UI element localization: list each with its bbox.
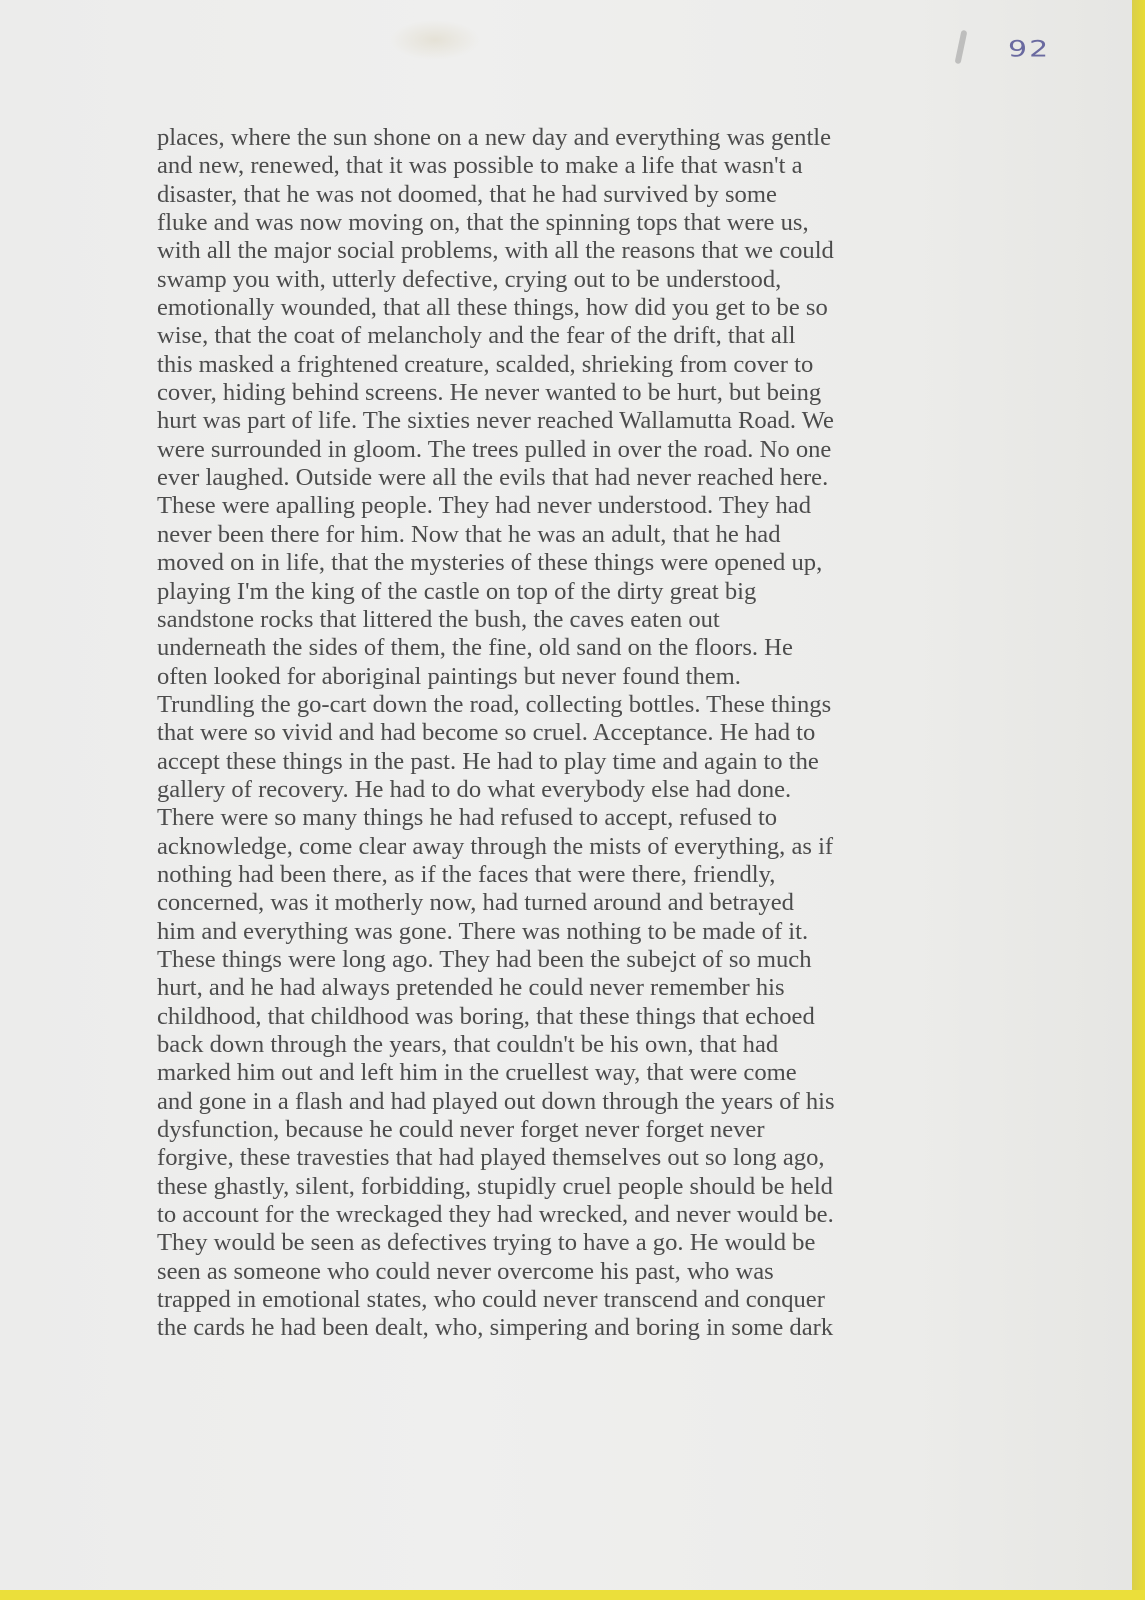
text-line: concerned, was it motherly now, had turned around and betrayed <box>157 889 794 917</box>
text-line: hurt was part of life. The sixties never reached Wallamutta Road. We <box>157 407 834 435</box>
text-line: dysfunction, because he could never forget never forget never <box>157 1116 765 1144</box>
text-line: swamp you with, utterly defective, crying out to be understood, <box>157 265 782 293</box>
text-line: and gone in a flash and had played out down through the years of his <box>157 1087 835 1115</box>
text-line: hurt, and he had always pretended he could never remember his <box>157 974 785 1002</box>
text-line: him and everything was gone. There was nothing to be made of it. <box>157 917 809 945</box>
text-line: that were so vivid and had become so cruel. Acceptance. He had to <box>157 719 816 747</box>
text-line: trapped in emotional states, who could never transcend and conquer <box>157 1286 825 1314</box>
text-line: disaster, that he was not doomed, that he had survived by some <box>157 180 777 208</box>
text-line: sandstone rocks that littered the bush, the caves eaten out <box>157 605 720 633</box>
text-line: moved on in life, that the mysteries of these things were opened up, <box>157 549 823 577</box>
text-line: Trundling the go-cart down the road, collecting bottles. These things <box>157 690 832 718</box>
text-line: back down through the years, that couldn't be his own, that had <box>157 1031 779 1058</box>
text-line: seen as someone who could never overcome his past, who was <box>157 1257 774 1285</box>
pencil-mark <box>955 30 968 65</box>
text-line: were surrounded in gloom. The trees pulled in over the road. No one <box>157 435 832 463</box>
text-line: cover, hiding behind screens. He never wanted to be hurt, but being <box>157 379 822 407</box>
text-line: These things were long ago. They had been the subejct of so much <box>157 945 812 973</box>
paper-smudge <box>390 20 480 60</box>
text-line: and new, renewed, that it was possible to make a life that wasn't a <box>157 152 803 180</box>
paper-edge-right <box>1132 0 1145 1600</box>
text-line: wise, that the coat of melancholy and the fear of the drift, that all <box>157 322 796 350</box>
text-line: forgive, these travesties that had played themselves out so long ago, <box>157 1144 825 1172</box>
body-text <box>157 124 987 1343</box>
text-line: ever laughed. Outside were all the evils that had never reached here. <box>157 464 829 492</box>
text-line: nothing had been there, as if the faces that were there, friendly, <box>157 860 776 888</box>
text-line: places, where the sun shone on a new day and everything was gentle <box>157 124 832 151</box>
text-line: to account for the wreckaged they had wrecked, and never would be. <box>157 1201 834 1229</box>
handwritten-page-number: 92 <box>1008 36 1051 63</box>
paper-edge-bottom <box>0 1590 1145 1600</box>
text-line: There were so many things he had refused to accept, refused to <box>157 804 778 832</box>
text-line: marked him out and left him in the cruellest way, that were come <box>157 1059 797 1087</box>
text-line: the cards he had been dealt, who, simpering and boring in some dark <box>157 1314 834 1342</box>
text-line: underneath the sides of them, the fine, old sand on the floors. He <box>157 634 793 662</box>
text-line: never been there for him. Now that he was an adult, that he had <box>157 520 781 548</box>
text-line: These were apalling people. They had never understood. They had <box>157 492 812 520</box>
text-line: this masked a frightened creature, scalded, shrieking from cover to <box>157 350 814 378</box>
text-line: childhood, that childhood was boring, that these things that echoed <box>157 1002 815 1030</box>
text-line: They would be seen as defectives trying to have a go. He would be <box>157 1229 816 1257</box>
text-line: these ghastly, silent, forbidding, stupidly cruel people should be held <box>157 1172 833 1200</box>
text-line: gallery of recovery. He had to do what everybody else had done. <box>157 775 792 803</box>
text-line: accept these things in the past. He had to play time and again to the <box>157 747 819 775</box>
text-line: with all the major social problems, with all the reasons that we could <box>157 237 834 265</box>
text-line: playing I'm the king of the castle on top of the dirty great big <box>157 577 757 605</box>
text-line: emotionally wounded, that all these things, how did you get to be so <box>157 294 828 322</box>
text-line: fluke and was now moving on, that the spinning tops that were us, <box>157 209 809 237</box>
text-line: often looked for aboriginal paintings but never found them. <box>157 662 741 690</box>
text-line: acknowledge, come clear away through the mists of everything, as if <box>157 832 834 860</box>
